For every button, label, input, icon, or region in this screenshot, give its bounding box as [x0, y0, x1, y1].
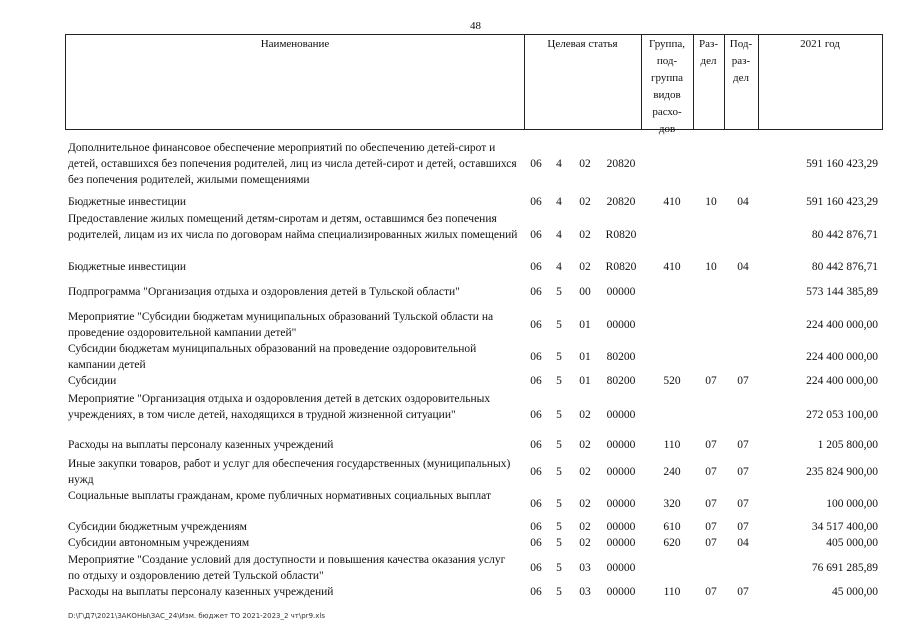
subsection-code: 07	[737, 498, 749, 510]
row-name: Расходы на выплаты персоналу казенных учреждений	[68, 586, 334, 598]
target-event: 02	[579, 409, 591, 421]
target-subprogram: 4	[556, 261, 562, 273]
expense-group: 320	[663, 498, 681, 510]
row-name: Субсидии бюджетным учреждениям	[68, 521, 247, 533]
header-group-line: дов	[658, 123, 676, 135]
row-name: Субсидии	[68, 375, 117, 387]
header-group-line: под-	[656, 55, 678, 67]
target-program: 06	[530, 537, 542, 549]
table-row	[0, 373, 905, 389]
section-code: 07	[705, 537, 717, 549]
table-row	[0, 535, 905, 551]
header-group-line: Группа,	[649, 38, 685, 50]
header-group-line: видов	[653, 89, 681, 101]
target-direction: 00000	[606, 409, 636, 421]
row-name: Дополнительное финансовое обеспечение мероприятий по обеспечению детей-сирот и детей, оставшихся без попечения родителей, лиц из числа детей-сирот и детей, оставшихся без попечения родителей, жилыми помещениями	[68, 142, 517, 186]
target-event: 01	[579, 375, 591, 387]
row-name: Подпрограмма "Организация отдыха и оздоровления детей в Тульской области"	[68, 286, 460, 298]
target-direction: 00000	[606, 466, 636, 478]
row-name: Предоставление жилых помещений детям-сиротам и детям, оставшимся без попечения родителей, лицам из их числа по договорам найма специализированных жилых помещений	[68, 213, 518, 241]
amount: 1 205 800,00	[817, 439, 878, 451]
amount: 224 400 000,00	[806, 319, 878, 331]
target-event: 02	[579, 521, 591, 533]
table-row	[0, 259, 905, 275]
target-direction: 00000	[606, 537, 636, 549]
target-subprogram: 5	[556, 562, 562, 574]
target-subprogram: 5	[556, 439, 562, 451]
expense-group: 610	[663, 521, 681, 533]
target-program: 06	[530, 261, 542, 273]
target-event: 02	[579, 439, 591, 451]
target-subprogram: 5	[556, 375, 562, 387]
target-direction: 00000	[606, 498, 636, 510]
target-event: 02	[579, 466, 591, 478]
target-event: 02	[579, 537, 591, 549]
target-program: 06	[530, 562, 542, 574]
target-subprogram: 4	[556, 196, 562, 208]
section-code: 07	[705, 521, 717, 533]
subsection-code: 07	[737, 439, 749, 451]
header-group-line: группа	[650, 72, 684, 84]
target-program: 06	[530, 229, 542, 241]
row-name: Социальные выплаты гражданам, кроме публичных нормативных социальных выплат	[68, 490, 491, 502]
amount: 76 691 285,89	[811, 562, 878, 574]
target-subprogram: 5	[556, 351, 562, 363]
amount: 80 442 876,71	[811, 229, 878, 241]
target-event: 02	[579, 158, 591, 170]
subsection-code: 04	[737, 537, 749, 549]
target-subprogram: 5	[556, 409, 562, 421]
target-subprogram: 5	[556, 521, 562, 533]
table-row	[0, 309, 905, 341]
table-row	[0, 341, 905, 373]
target-direction: 00000	[606, 521, 636, 533]
amount: 573 144 385,89	[806, 286, 878, 298]
target-program: 06	[530, 586, 542, 598]
subsection-code: 07	[737, 375, 749, 387]
subsection-code: 07	[737, 586, 749, 598]
amount: 224 400 000,00	[806, 375, 878, 387]
table-row	[0, 584, 905, 600]
amount: 591 160 423,29	[806, 158, 878, 170]
table-row	[0, 194, 905, 210]
target-direction: 00000	[606, 286, 636, 298]
row-name: Мероприятие "Субсидии бюджетам муниципальных образований Тульской области на проведение оздоровительной кампании детей"	[68, 311, 494, 339]
expense-group: 520	[663, 375, 681, 387]
target-subprogram: 4	[556, 158, 562, 170]
section-code: 10	[705, 196, 717, 208]
header-section-line: Раз-	[698, 38, 718, 50]
row-name: Иные закупки товаров, работ и услуг для обеспечения государственных (муниципальных) нужд	[68, 458, 511, 486]
row-name: Расходы на выплаты персоналу казенных учреждений	[68, 439, 334, 451]
header-target-label: Целевая статья	[547, 38, 618, 50]
page-number: 48	[470, 20, 481, 32]
section-code: 07	[705, 498, 717, 510]
target-program: 06	[530, 498, 542, 510]
target-program: 06	[530, 466, 542, 478]
target-subprogram: 5	[556, 319, 562, 331]
target-program: 06	[530, 439, 542, 451]
target-subprogram: 5	[556, 586, 562, 598]
amount: 100 000,00	[826, 498, 878, 510]
amount: 272 053 100,00	[806, 409, 878, 421]
target-direction: 00000	[606, 319, 636, 331]
row-name: Мероприятие "Создание условий для доступности и повышения качества оказания услуг по отдыху и оздоровлению детей Тульской области"	[68, 554, 506, 582]
expense-group: 240	[663, 466, 681, 478]
target-program: 06	[530, 521, 542, 533]
header-year-label: 2021 год	[800, 38, 840, 50]
table-row	[0, 211, 905, 259]
target-direction: 80200	[606, 375, 636, 387]
target-direction: 20820	[606, 158, 636, 170]
table-row	[0, 456, 905, 488]
table-row	[0, 488, 905, 520]
target-program: 06	[530, 319, 542, 331]
header-subsection-line: раз-	[731, 55, 751, 67]
section-code: 07	[705, 586, 717, 598]
amount: 224 400 000,00	[806, 351, 878, 363]
subsection-code: 04	[737, 196, 749, 208]
target-event: 02	[579, 196, 591, 208]
target-event: 01	[579, 351, 591, 363]
target-direction: R0820	[605, 229, 637, 241]
section-code: 07	[705, 439, 717, 451]
target-program: 06	[530, 409, 542, 421]
target-subprogram: 5	[556, 466, 562, 478]
amount: 80 442 876,71	[811, 261, 878, 273]
target-subprogram: 4	[556, 229, 562, 241]
header-subsection-line: дел	[733, 72, 749, 84]
amount: 235 824 900,00	[806, 466, 878, 478]
target-event: 00	[579, 286, 591, 298]
amount: 591 160 423,29	[806, 196, 878, 208]
table-row	[0, 437, 905, 453]
table-row	[0, 552, 905, 584]
row-name: Мероприятие "Организация отдыха и оздоровления детей в детских оздоровительных учреждениях, в том числе детей, находящихся в трудной жизненной ситуации"	[68, 393, 491, 421]
target-program: 06	[530, 158, 542, 170]
target-program: 06	[530, 196, 542, 208]
table-row	[0, 284, 905, 300]
target-subprogram: 5	[556, 537, 562, 549]
amount: 34 517 400,00	[811, 521, 878, 533]
table-row	[0, 391, 905, 439]
header-name-label: Наименование	[260, 38, 330, 50]
expense-group: 410	[663, 261, 681, 273]
header-group-line: расхо-	[652, 106, 682, 118]
header-section-line: дел	[700, 55, 717, 67]
target-subprogram: 5	[556, 498, 562, 510]
target-program: 06	[530, 351, 542, 363]
expense-group: 410	[663, 196, 681, 208]
table-row	[0, 519, 905, 535]
target-event: 01	[579, 319, 591, 331]
table-row	[0, 140, 905, 188]
target-direction: R0820	[605, 261, 637, 273]
target-program: 06	[530, 286, 542, 298]
section-code: 07	[705, 466, 717, 478]
subsection-code: 04	[737, 261, 749, 273]
section-code: 07	[705, 375, 717, 387]
target-direction: 80200	[606, 351, 636, 363]
row-name: Субсидии автономным учреждениям	[68, 537, 250, 549]
subsection-code: 07	[737, 521, 749, 533]
amount: 45 000,00	[832, 586, 878, 598]
target-event: 03	[579, 586, 591, 598]
file-path-footer: D:\Г\Д7\2021\ЗАКОНЫ\ЗАС_24\Изм. бюджет ТО 2021-2023_2 чт\pr9.xls	[68, 612, 325, 620]
target-program: 06	[530, 375, 542, 387]
target-event: 02	[579, 498, 591, 510]
target-subprogram: 5	[556, 286, 562, 298]
target-event: 02	[579, 229, 591, 241]
amount: 405 000,00	[826, 537, 878, 549]
target-direction: 00000	[606, 562, 636, 574]
section-code: 10	[705, 261, 717, 273]
row-name: Бюджетные инвестиции	[68, 196, 187, 208]
target-event: 02	[579, 261, 591, 273]
expense-group: 110	[663, 439, 681, 451]
expense-group: 110	[663, 586, 681, 598]
row-name: Бюджетные инвестиции	[68, 261, 187, 273]
target-direction: 20820	[606, 196, 636, 208]
target-direction: 00000	[606, 439, 636, 451]
row-name: Субсидии бюджетам муниципальных образований на проведение оздоровительной кампании детей	[68, 343, 477, 371]
target-direction: 00000	[606, 586, 636, 598]
target-event: 03	[579, 562, 591, 574]
header-subsection-line: Под-	[729, 38, 753, 50]
expense-group: 620	[663, 537, 681, 549]
subsection-code: 07	[737, 466, 749, 478]
